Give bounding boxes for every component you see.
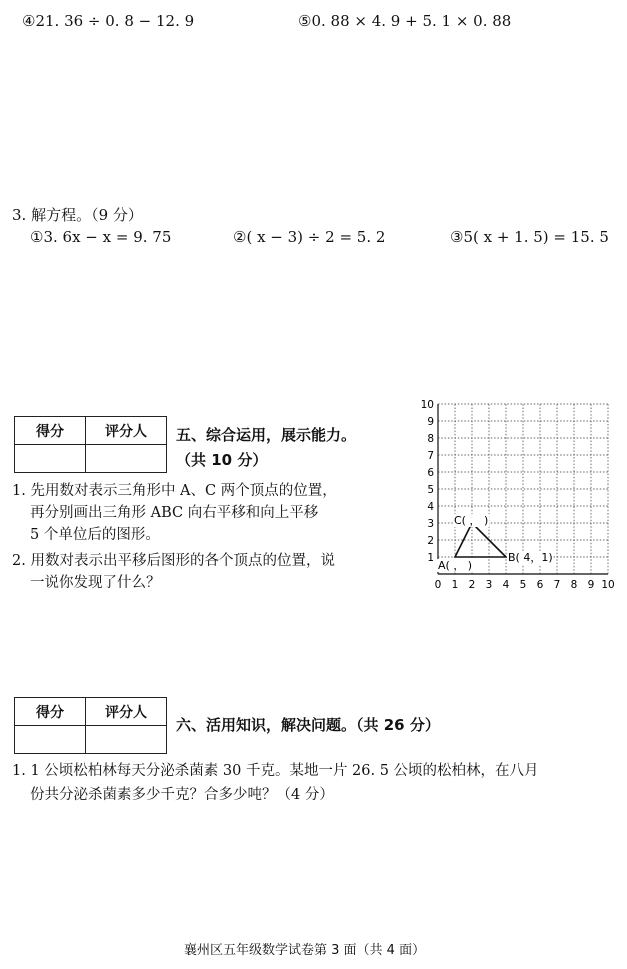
section5-title-line2: （共 10 分） bbox=[176, 451, 268, 469]
grid-lines bbox=[438, 404, 608, 574]
y-tick-label: 5 bbox=[427, 484, 434, 496]
x-tick-label: 2 bbox=[468, 579, 476, 591]
section6-title: 六、活用知识，解决问题。（共 26 分） bbox=[176, 716, 440, 734]
score-cell[interactable] bbox=[15, 726, 86, 754]
grader-cell[interactable] bbox=[86, 445, 167, 473]
point-a-label: A( ， ) bbox=[438, 559, 473, 572]
score-label: 得分 bbox=[15, 417, 86, 445]
grader-label: 评分人 bbox=[86, 698, 167, 726]
point-b-label: B( 4，1) bbox=[508, 551, 553, 564]
y-tick-label: 3 bbox=[427, 518, 434, 530]
equation-2: ②( x − 3) ÷ 2 = 5. 2 bbox=[233, 228, 386, 246]
section5-q1-line2: 再分别画出三角形 ABC 向右平移和向上平移 bbox=[30, 505, 319, 521]
equation-1: ①3. 6x − x = 9. 75 bbox=[30, 228, 172, 246]
x-tick-label: 8 bbox=[570, 579, 578, 591]
section5-title-line1: 五、综合运用，展示能力。 bbox=[176, 426, 357, 444]
section5-q1-line3: 5 个单位后的图形。 bbox=[30, 527, 160, 543]
section5-q2-line1: 2. 用数对表示出平移后图形的各个顶点的位置，说 bbox=[12, 553, 335, 569]
section5-q2-line2: 一说你发现了什么？ bbox=[30, 575, 161, 591]
section5-q1-line1: 1. 先用数对表示三角形中 A、C 两个顶点的位置， bbox=[12, 483, 337, 499]
x-tick-label: 0 bbox=[434, 579, 442, 591]
section6-q1-line2: 份共分泌杀菌素多少千克？合多少吨？（4 分） bbox=[30, 787, 334, 803]
point-c-label: C( ， ) bbox=[454, 514, 489, 527]
x-tick-label: 5 bbox=[519, 579, 527, 591]
x-tick-label: 6 bbox=[536, 579, 544, 591]
section6-q1-line1: 1. 1 公顷松柏林每天分泌杀菌素 30 千克。某地一片 26. 5 公顷的松柏林，在八月 bbox=[12, 763, 539, 779]
y-tick-label: 8 bbox=[427, 433, 434, 445]
y-tick-label: 1 bbox=[427, 552, 434, 564]
grader-cell[interactable] bbox=[86, 726, 167, 754]
y-tick-label: 4 bbox=[427, 501, 434, 513]
equations-heading: 3. 解方程。（9 分） bbox=[12, 206, 143, 224]
x-tick-label: 1 bbox=[451, 579, 459, 591]
coordinate-grid bbox=[418, 399, 618, 612]
y-tick-label: 7 bbox=[427, 450, 434, 462]
calc-item-5: ⑤0. 88 × 4. 9 + 5. 1 × 0. 88 bbox=[298, 12, 512, 30]
y-tick-label: 6 bbox=[427, 467, 434, 479]
x-tick-label: 3 bbox=[485, 579, 493, 591]
y-tick-label: 10 bbox=[420, 399, 434, 411]
y-tick-label: 9 bbox=[427, 416, 434, 428]
score-cell[interactable] bbox=[15, 445, 86, 473]
equation-3: ③5( x + 1. 5) = 15. 5 bbox=[450, 228, 609, 246]
y-tick-label: 2 bbox=[427, 535, 434, 547]
x-tick-label: 9 bbox=[587, 579, 595, 591]
x-tick-label: 10 bbox=[601, 579, 615, 591]
calc-item-4: ④21. 36 ÷ 0. 8 − 12. 9 bbox=[22, 12, 195, 30]
grader-label: 评分人 bbox=[86, 417, 167, 445]
score-label: 得分 bbox=[15, 698, 86, 726]
page-footer: 襄州区五年级数学试卷第 3 面（共 4 面） bbox=[184, 943, 426, 958]
x-tick-label: 4 bbox=[502, 579, 510, 591]
section5-score-table bbox=[14, 416, 167, 473]
x-tick-label: 7 bbox=[553, 579, 561, 591]
section6-score-table bbox=[14, 697, 167, 754]
